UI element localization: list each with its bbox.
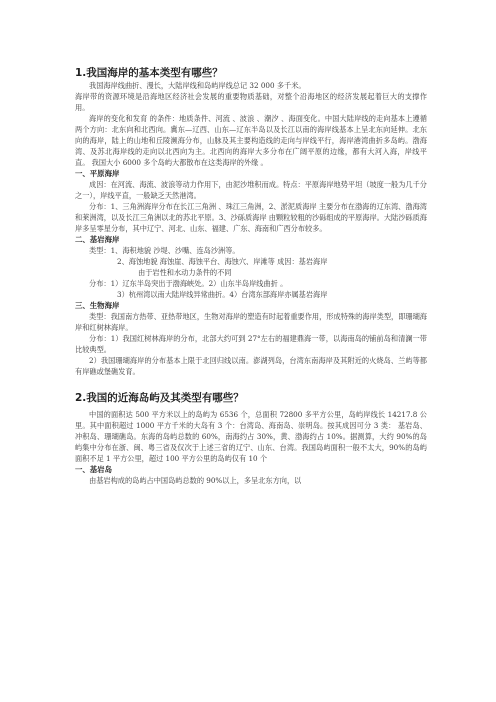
subsection-heading: 一、基岩岛 — [75, 465, 112, 474]
subsection-heading: 一、平原海岸 — [75, 169, 120, 178]
subsection-heading: 三、生物海岸 — [75, 301, 120, 310]
paragraph: 2）我国珊瑚海岸的分布基本上限于北回归线以南。澎湖列岛，台湾东南海岸及其附近的火烧岛、兰屿等都有岸礁或堡礁发育。 — [75, 356, 427, 376]
paragraph: 分布：1）我国红树林海岸的分布，北部大约可到 27°左右的福建鼎海一带，以海南岛的铺前岛和清澜一带比较典型。 — [75, 334, 427, 354]
paragraph: 中国的面积达 500 平方米以上的岛屿为 6536 个，总面积 72800 多平方公里，岛屿岸线长 14217.8 公里。其中面积超过 1000 平方千米的大岛有 3 个：台湾岛、海南岛、崇明岛。按其成因可分 3 类： 基岩岛、冲积岛、珊瑚礁岛。东海的岛屿总数的 60%，南海约占 30%，黄、渤海约占 10%。据测算，大约 90%的岛屿集中分布在浙、闽、粤三省及仅次于上述三省的辽宁、山东、台湾。我国岛屿面积一般不太大，90%的岛屿面积不足 1 平方公里，超过 100 平方公里的岛屿仅有 10 个 — [75, 410, 427, 463]
paragraph: 由于岩性和水动力条件的不同 — [138, 268, 232, 277]
paragraph: 分布：1）辽东半岛突出于渤海峡处。2）山东半岛岸线曲折 。 — [89, 279, 288, 288]
subsection-heading: 二、基岩海岸 — [75, 235, 120, 244]
section-title-islands: 2.我国的近海岛屿及其类型有哪些？ — [75, 392, 244, 404]
section-title-coast-types: 1.我国海岸的基本类型有哪些？ — [75, 67, 223, 79]
paragraph: 海岸带的资源环境是沿海地区经济社会发展的重要物质基础，对整个沿海地区的经济发展起着巨大的支撑作用。 — [75, 92, 427, 112]
document-page — [75, 66, 427, 486]
paragraph: 我国海岸线曲折、漫长，大陆岸线和岛屿岸线总记 32 000 多千米。 — [89, 81, 306, 90]
paragraph: 分布：1、三角洲海岸分布在长江三角洲 、珠江三角洲，2、淤泥质海岸 主要分布在渤海的辽东湾、渤海湾和莱洲湾，以及长江三角洲以北的苏北平原。3、沙砾质海岸 由颗粒较粗的沙砾组成的平原海岸。大陆沙砾质海岸多呈零星分布，其中辽宁、河北、山东、福建、广东、海南和广西分布较多。 — [75, 202, 427, 233]
paragraph: 2、海蚀地貌 海蚀崖、海蚀平台、海蚀穴、岸滩等 成因：基岩海岸 — [117, 257, 328, 266]
paragraph: 海岸的变化和发育 的条件：地质条件、河流 、波浪 、潮汐 、海面变化。中国大陆岸线的走向基本上遵循两个方向：北东向和北西向。冀东—辽西、山东—辽东半岛以及长江以南的海岸线基本上呈北东向延伸。北东向的海岸，陆上的山地和丘陵濒海分布，山脉及其主要构造线的走向与岸线平行，海岸港湾曲折多岛屿。渤海湾、及苏北海岸线的走向以北西向为主。北西向的海岸大多分布在广阔平原的边缘，都有大河入海，岸线平直。 我国大小 6000 多个岛屿大都散布在这类海岸的外缘 。 — [75, 114, 427, 167]
paragraph: 3）杭州湾以南大陆岸线异常曲折。4）台湾东部海岸亦属基岩海岸 — [117, 290, 328, 299]
paragraph: 由基岩构成的岛屿占中国岛屿总数的 90%以上，多呈北东方向，以 — [89, 476, 302, 485]
paragraph: 成因：在河流、海流、波浪等动力作用下，由泥沙堆积而成。特点：平原海岸地势平坦（坡度一般为几千分之一），岸线平直，一般缺乏天然港湾。 — [75, 180, 427, 200]
paragraph: 类型：我国南方热带、亚热带地区，生物对海岸的塑造有时起着重要作用，形成特殊的海岸类型，即珊瑚海岸和红树林海岸。 — [75, 312, 427, 332]
paragraph: 类型：1、海积地貌 沙堤、沙嘴、连岛沙洲等。 — [89, 246, 240, 255]
